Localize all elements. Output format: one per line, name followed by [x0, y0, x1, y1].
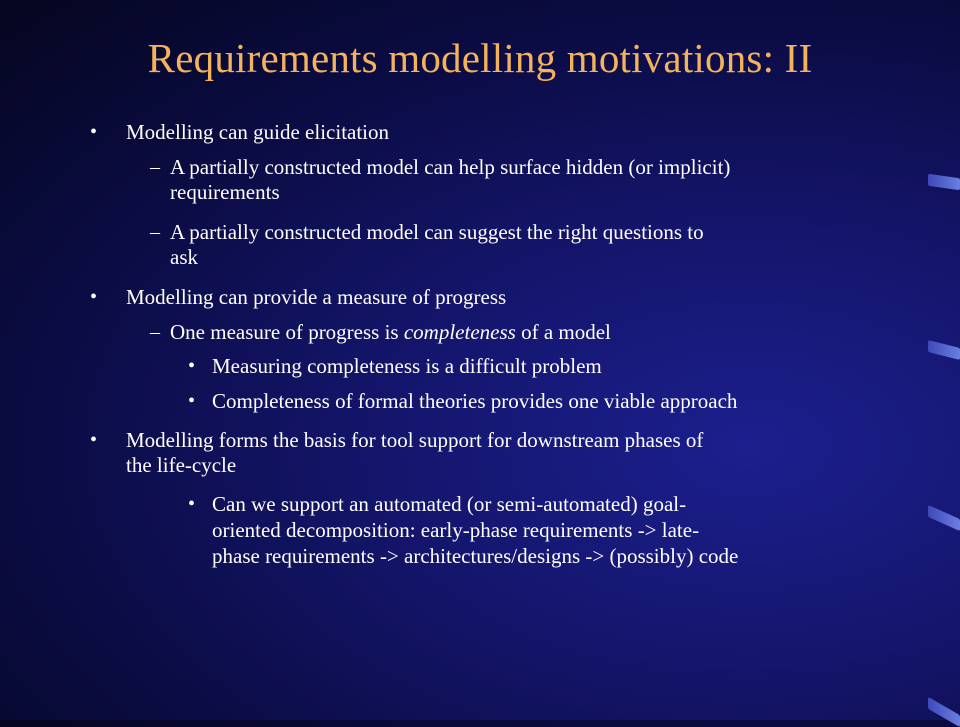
dash-marker: – — [150, 221, 160, 243]
bullet-text: Modelling can guide elicitation — [126, 120, 390, 144]
emphasis-text: completeness — [403, 320, 516, 344]
dash-marker: – — [150, 321, 160, 343]
sub-sub-bullet-text: phase requirements -> architectures/designs -> (possibly) code — [212, 544, 739, 568]
sub-bullet-text: A partially constructed model can help surface hidden (or implicit) — [170, 155, 731, 179]
sub-bullet-text: A partially constructed model can suggest the right questions to — [170, 220, 704, 244]
sub-sub-bullet-text: Can we support an automated (or semi-automated) goal- — [212, 492, 687, 516]
sub-bullet-text-part: One measure of progress is — [170, 320, 404, 344]
bullet-marker: • — [90, 286, 98, 308]
sub-bullet-text: ask — [170, 245, 198, 269]
bullet-marker: • — [188, 493, 196, 515]
bullet-marker: • — [188, 355, 196, 377]
sub-bullet-text-part: of a model — [515, 320, 611, 344]
bullet-text: the life-cycle — [126, 453, 237, 477]
bullet-text: Modelling forms the basis for tool support for downstream phases of — [126, 428, 704, 452]
sub-sub-bullet-text: Measuring completeness is a difficult problem — [212, 354, 602, 378]
sub-sub-bullet-text: oriented decomposition: early-phase requirements -> late- — [212, 518, 700, 542]
bullet-text: Modelling can provide a measure of progress — [126, 285, 507, 309]
bullet-marker: • — [188, 390, 196, 412]
sub-sub-bullet-text: Completeness of formal theories provides one viable approach — [212, 389, 738, 413]
slide-title: Requirements modelling motivations: II — [147, 35, 813, 81]
bullet-marker: • — [90, 429, 98, 451]
bullet-marker: • — [90, 121, 98, 143]
dash-marker: – — [150, 156, 160, 178]
sub-bullet-text — [170, 320, 611, 344]
sub-bullet-text: requirements — [170, 180, 280, 204]
